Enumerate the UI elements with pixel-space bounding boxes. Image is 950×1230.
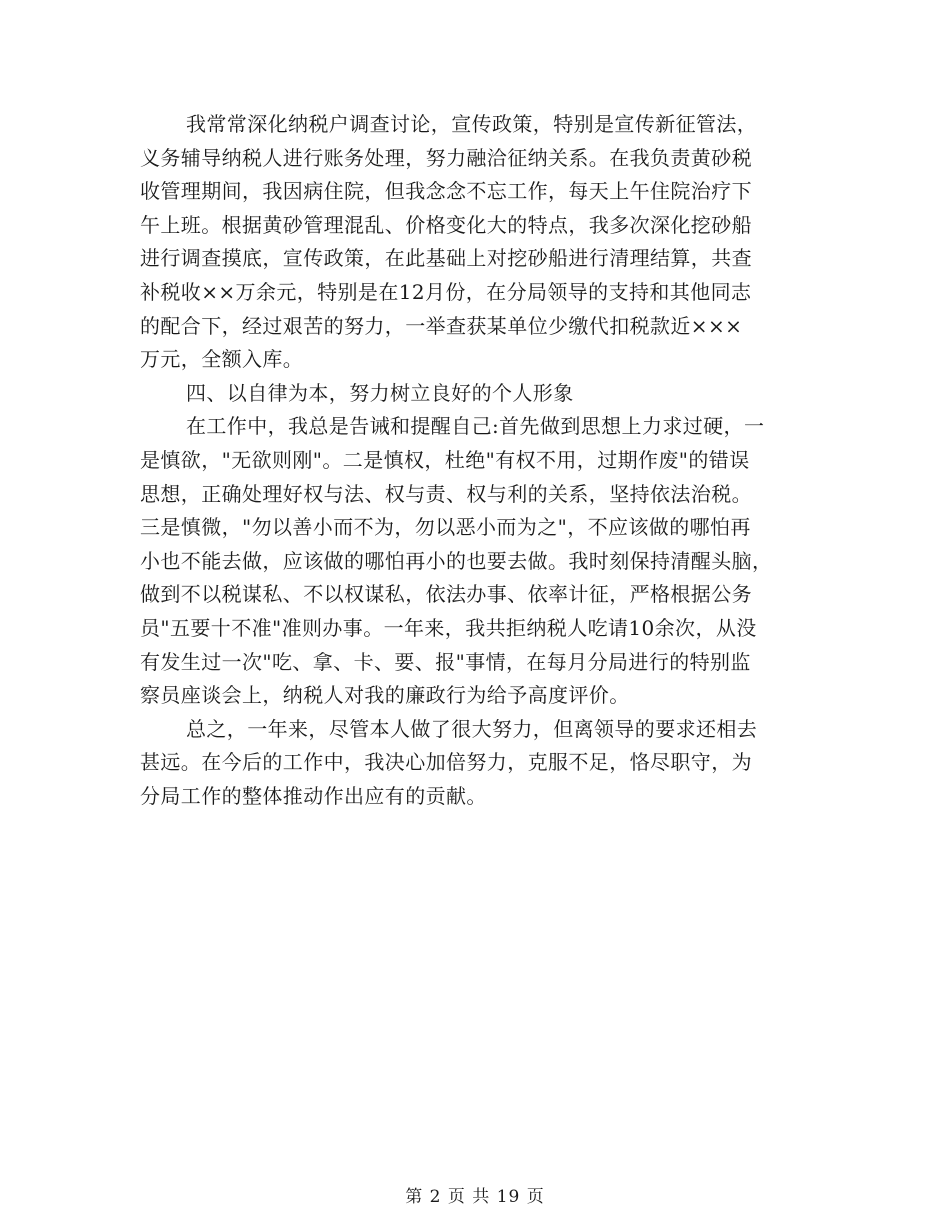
page-number-footer: 第 2 页 共 19 页 — [405, 1187, 545, 1207]
text-line: 的配合下，经过艰苦的努力，一举查获某单位少缴代扣税款近××× — [140, 313, 743, 338]
text-line: 察员座谈会上，纳税人对我的廉政行为给予高度评价。 — [140, 683, 630, 708]
text-line: 收管理期间，我因病住院，但我念念不忘工作，每天上午住院治疗下 — [140, 179, 752, 204]
text-line: 义务辅导纳税人进行账务处理，努力融洽征纳关系。在我负责黄砂税 — [140, 145, 752, 170]
text-line: 做到不以税谋私、不以权谋私，依法办事、依率计征，严格根据公务 — [140, 582, 752, 607]
text-line: 分局工作的整体推动作出应有的贡献。 — [140, 783, 487, 808]
text-line: 有发生过一次"吃、拿、卡、要、报"事情，在每月分局进行的特别监 — [140, 649, 751, 674]
text-line: 总之，一年来，尽管本人做了很大努力，但离领导的要求还相去 — [186, 716, 758, 741]
text-line: 员"五要十不准"准则办事。一年来，我共拒纳税人吃请10余次，从没 — [140, 615, 757, 640]
section-heading: 四、以自律为本，努力树立良好的个人形象 — [186, 380, 574, 405]
document-body — [140, 108, 810, 813]
text-line: 在工作中，我总是告诫和提醒自己:首先做到思想上力求过硬，一 — [186, 414, 765, 439]
text-line: 思想，正确处理好权与法、权与责、权与利的关系，坚持依法治税。 — [140, 481, 752, 506]
text-line: 午上班。根据黄砂管理混乱、价格变化大的特点，我多次深化挖砂船 — [140, 212, 752, 237]
text-line: 三是慎微，"勿以善小而不为，勿以恶小而为之"，不应该做的哪怕再 — [140, 515, 751, 540]
text-line: 万元，全额入库。 — [140, 347, 304, 372]
text-line: 进行调查摸底，宣传政策，在此基础上对挖砂船进行清理结算，共查 — [140, 246, 752, 271]
text-line: 补税收××万余元，特别是在12月份，在分局领导的支持和其他同志 — [140, 279, 752, 304]
text-line: 小也不能去做，应该做的哪怕再小的也要去做。我时刻保持清醒头脑， — [140, 548, 773, 573]
text-line: 我常常深化纳税户调查讨论，宣传政策，特别是宣传新征管法， — [186, 112, 758, 136]
text-line: 是慎欲，"无欲则刚"。二是慎权，杜绝"有权不用，过期作废"的错误 — [140, 447, 750, 472]
text-line: 甚远。在今后的工作中，我决心加倍努力，克服不足，恪尽职守，为 — [140, 750, 752, 775]
